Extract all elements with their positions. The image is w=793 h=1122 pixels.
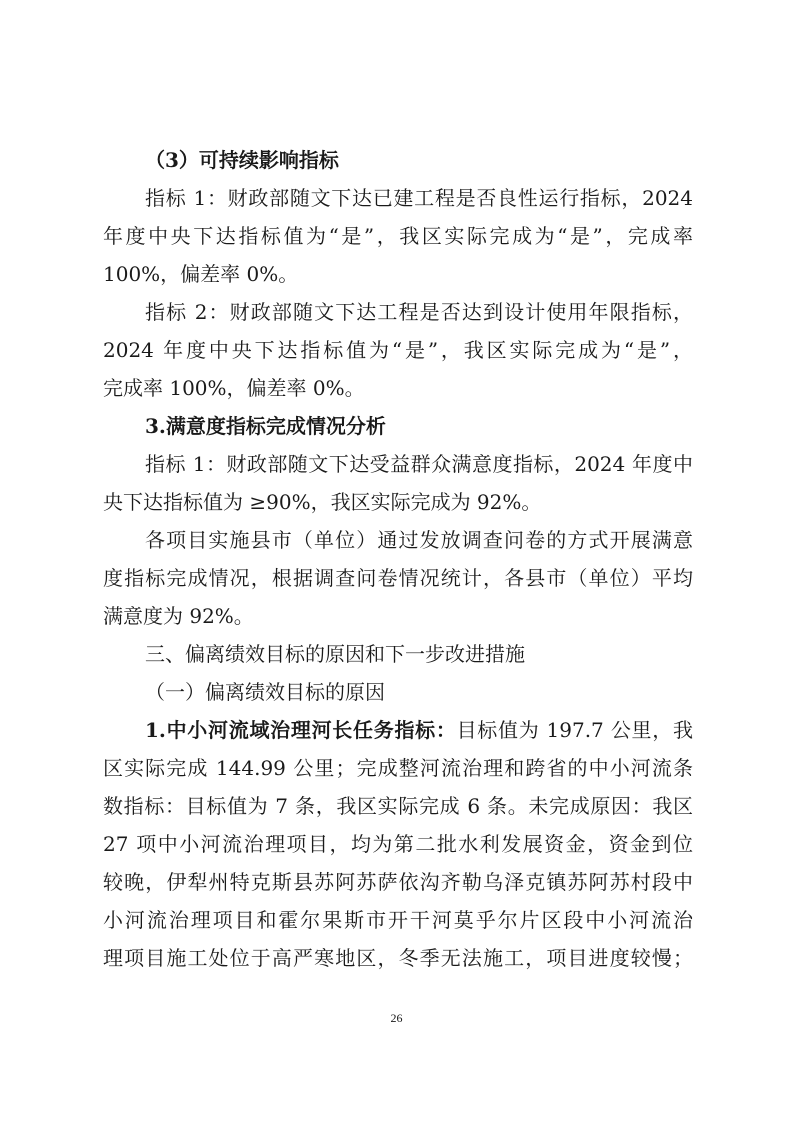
- paragraph-line-mixed: [145, 712, 693, 748]
- inline-bold-label: 1.中小河流域治理河长任务指标：: [145, 718, 457, 742]
- paragraph-line: 27 项中小河流治理项目，均为第二批水利发展资金，资金到位: [103, 832, 693, 856]
- paragraph-line: 年度中央下达指标值为“是”，我区实际完成为“是”，完成率: [103, 224, 693, 248]
- section-heading-deviation: 三、偏离绩效目标的原因和下一步改进措施: [145, 642, 525, 666]
- paragraph-line: 指标 1：财政部随文下达已建工程是否良性运行指标，2024: [145, 186, 693, 210]
- subsection-heading-reasons: （一）偏离绩效目标的原因: [145, 680, 385, 704]
- paragraph-line: 理项目施工处位于高严寒地区，冬季无法施工，项目进度较慢；: [103, 946, 693, 970]
- page-number: 26: [390, 1011, 403, 1025]
- inline-text: 目标值为 197.7 公里，我: [456, 718, 693, 742]
- paragraph-line: 完成率 100%，偏差率 0%。: [103, 376, 365, 400]
- paragraph-line: 区实际完成 144.99 公里；完成整河流治理和跨省的中小河流条: [103, 756, 693, 780]
- paragraph-line: 各项目实施县市（单位）通过发放调查问卷的方式开展满意: [145, 528, 693, 552]
- paragraph-line: 指标 1：财政部随文下达受益群众满意度指标，2024 年度中: [145, 452, 693, 476]
- paragraph-line: 100%，偏差率 0%。: [103, 262, 299, 286]
- paragraph-line: 小河流治理项目和霍尔果斯市开干河莫乎尔片区段中小河流治: [103, 908, 693, 932]
- section-heading-satisfaction: 3.满意度指标完成情况分析: [145, 414, 386, 438]
- paragraph-line: 指标 2：财政部随文下达工程是否达到设计使用年限指标，: [145, 300, 693, 324]
- paragraph-line: 2024 年度中央下达指标值为“是”，我区实际完成为“是”，: [103, 338, 693, 362]
- paragraph-line: 数指标：目标值为 7 条，我区实际完成 6 条。未完成原因：我区: [103, 794, 693, 818]
- paragraph-line: 满意度为 92%。: [103, 604, 254, 628]
- paragraph-line: 央下达指标值为 ≥90%，我区实际完成为 92%。: [103, 490, 542, 514]
- section-heading-sustainability: （3）可持续影响指标: [145, 148, 339, 172]
- paragraph-line: 较晚，伊犁州特克斯县苏阿苏萨依沟齐勒乌泽克镇苏阿苏村段中: [103, 870, 693, 894]
- paragraph-line: 度指标完成情况，根据调查问卷情况统计，各县市（单位）平均: [103, 566, 693, 590]
